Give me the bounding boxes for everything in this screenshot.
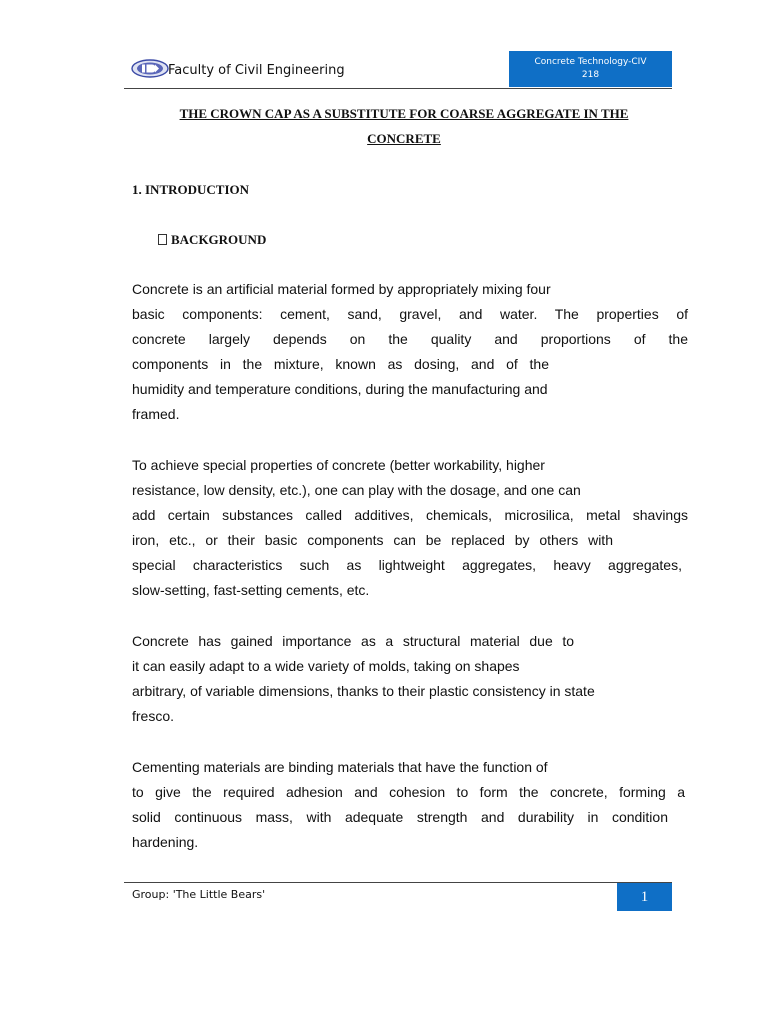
document-title-line-1: THE CROWN CAP AS A SUBSTITUTE FOR COARSE AGGREGATE IN THE — [179, 106, 629, 121]
paragraph-line: iron, etc., or their basic components can be replaced by others with — [132, 532, 613, 548]
paragraph-line: components in the mixture, known as dosing, and of the — [132, 356, 549, 372]
faculty-logo-icon — [131, 59, 169, 78]
faculty-name: Faculty of Civil Engineering — [168, 63, 345, 78]
paragraph-line: resistance, low density, etc.), one can play with the dosage, and one can — [132, 482, 581, 498]
paragraph-line: solid continuous mass, with adequate strength and durability in condition — [132, 809, 668, 825]
paragraph-line: slow-setting, fast-setting cements, etc. — [132, 582, 370, 598]
paragraph-line: To achieve special properties of concrete (better workability, higher — [132, 457, 545, 473]
group-name: Group: 'The Little Bears' — [132, 888, 266, 901]
paragraph-line: framed. — [132, 406, 180, 422]
course-code-box — [509, 51, 672, 87]
paragraph-line: Concrete has gained importance as a structural material due to — [132, 633, 574, 649]
subsection-label: BACKGROUND — [171, 232, 267, 247]
paragraph-line: it can easily adapt to a wide variety of molds, taking on shapes — [132, 658, 520, 674]
paragraph-line: arbitrary, of variable dimensions, thanks to their plastic consistency in state — [132, 683, 595, 699]
subsection-heading — [158, 232, 266, 248]
paragraph-line: hardening. — [132, 834, 199, 850]
header-divider — [124, 88, 672, 89]
course-title: Concrete Technology-CIV — [534, 57, 647, 67]
paragraph-line: basic components: cement, sand, gravel, and water. The properties of — [132, 306, 688, 322]
checkbox-bullet-icon — [158, 234, 167, 245]
course-number: 218 — [581, 70, 600, 80]
document-title-line-2: CONCRETE — [367, 131, 441, 146]
paragraph-line: Cementing materials are binding materials that have the function of — [132, 759, 548, 775]
paragraph-line: to give the required adhesion and cohesion to form the concrete, forming a — [132, 784, 685, 800]
page-header — [124, 50, 674, 88]
paragraph-line: Concrete is an artificial material formed by appropriately mixing four — [132, 281, 551, 297]
page-number: 1 — [617, 883, 672, 911]
paragraph-line: humidity and temperature conditions, during the manufacturing and — [132, 381, 548, 397]
paragraph-line: concrete largely depends on the quality and proportions of the — [132, 331, 688, 347]
paragraph-line: add certain substances called additives, chemicals, microsilica, metal shavings — [132, 507, 688, 523]
section-heading: 1. INTRODUCTION — [132, 182, 250, 197]
paragraph-line: fresco. — [132, 708, 175, 724]
paragraph-line: special characteristics such as lightweight aggregates, heavy aggregates, — [132, 557, 682, 573]
footer-divider — [124, 882, 672, 883]
